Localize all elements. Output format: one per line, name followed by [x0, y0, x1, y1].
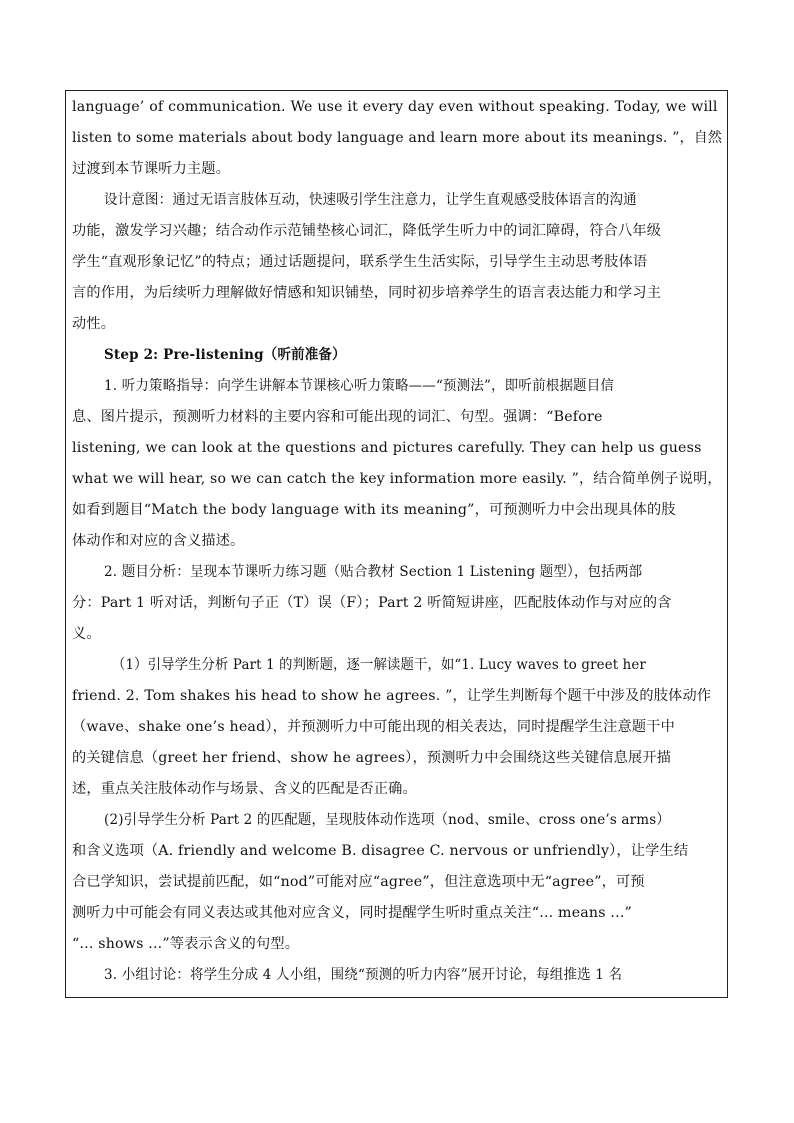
strategy-line-2: 息、图片提示，预测听力材料的主要内容和可能出现的词汇、句型。强调：“Before: [72, 409, 603, 425]
part2-line-1: (2)引导学生分析 Part 2 的匹配题，呈现肢体动作选项（nod、smile、cross one’s arms）: [104, 812, 671, 828]
part1-line-2: friend. 2. Tom shakes his head to show he agrees. ”，让学生判断每个题干中涉及的肢体动作: [72, 688, 712, 704]
text-line-2: listen to some materials about body language and learn more about its meanings. ”，自然: [72, 130, 723, 146]
strategy-line-1: 1. 听力策略指导：向学生讲解本节课核心听力策略——“预测法”，即听前根据题目信: [104, 378, 615, 394]
part2-line-2: 和含义选项（A. friendly and welcome B. disagree C. nervous or unfriendly），让学生结: [72, 843, 689, 859]
text-line-3: 过渡到本节课听力主题。: [72, 161, 231, 177]
design-intent-line-3: 学生“直观形象记忆”的特点；通过话题提问，联系学生生活实际，引导学生主动思考肢体语: [72, 254, 648, 270]
part1-line-5: 述，重点关注肢体动作与场景、含义的匹配是否正确。: [72, 781, 417, 797]
part2-line-4: 测听力中可能会有同义表达或其他对应含义，同时提醒学生听时重点关注“... means ...”: [72, 905, 632, 921]
part1-line-1: （1）引导学生分析 Part 1 的判断题，逐一解读题干，如“1. Lucy waves to greet her: [112, 657, 647, 673]
part1-line-4: 的关键信息（greet her friend、show he agrees），预测听力中会围绕这些关键信息展开描: [72, 750, 672, 766]
design-intent-line-4: 言的作用，为后续听力理解做好情感和知识铺垫，同时初步培养学生的语言表达能力和学习主: [72, 285, 662, 301]
part2-line-5: “... shows ...”等表示含义的句型。: [72, 936, 300, 952]
analysis-line-1: 2. 题目分析：呈现本节课听力练习题（贴合教材 Section 1 Listening 题型），包括两部: [104, 564, 643, 580]
strategy-line-5: 如看到题目“Match the body language with its meaning”，可预测听力中会出现具体的肢: [72, 502, 676, 518]
strategy-line-3: listening, we can look at the questions and pictures carefully. They can help us guess: [72, 440, 702, 456]
analysis-line-2: 分：Part 1 听对话，判断句子正（T）误（F）；Part 2 听简短讲座，匹配肢体动作与对应的含: [72, 595, 672, 611]
strategy-line-6: 体动作和对应的含义描述。: [72, 533, 245, 549]
design-intent-line-5: 动性。: [72, 316, 116, 332]
part2-line-3: 合已学知识，尝试提前匹配，如“nod”可能对应“agree”，但注意选项中无“agree”，可预: [72, 874, 645, 890]
group-discussion-line-1: 3. 小组讨论：将学生分成 4 人小组，围绕“预测的听力内容”展开讨论，每组推选 1 名: [104, 967, 623, 983]
design-intent-line-2: 功能，激发学习兴趣；结合动作示范铺垫核心词汇，降低学生听力中的词汇障碍，符合八年级: [72, 223, 662, 239]
analysis-line-3: 义。: [72, 626, 101, 642]
step-2-heading: Step 2: Pre-listening（听前准备）: [104, 346, 346, 363]
design-intent-line-1: 设计意图：通过无语言肢体互动，快速吸引学生注意力，让学生直观感受肢体语言的沟通: [104, 192, 637, 208]
strategy-line-4: what we will hear, so we can catch the key information more easily. ”，结合简单例子说明，: [72, 471, 722, 487]
text-line-1: language’ of communication. We use it every day even without speaking. Today, we will: [72, 99, 718, 115]
part1-line-3: （wave、shake one’s head），并预测听力中可能出现的相关表达，同时提醒学生注意题干中: [72, 719, 675, 735]
